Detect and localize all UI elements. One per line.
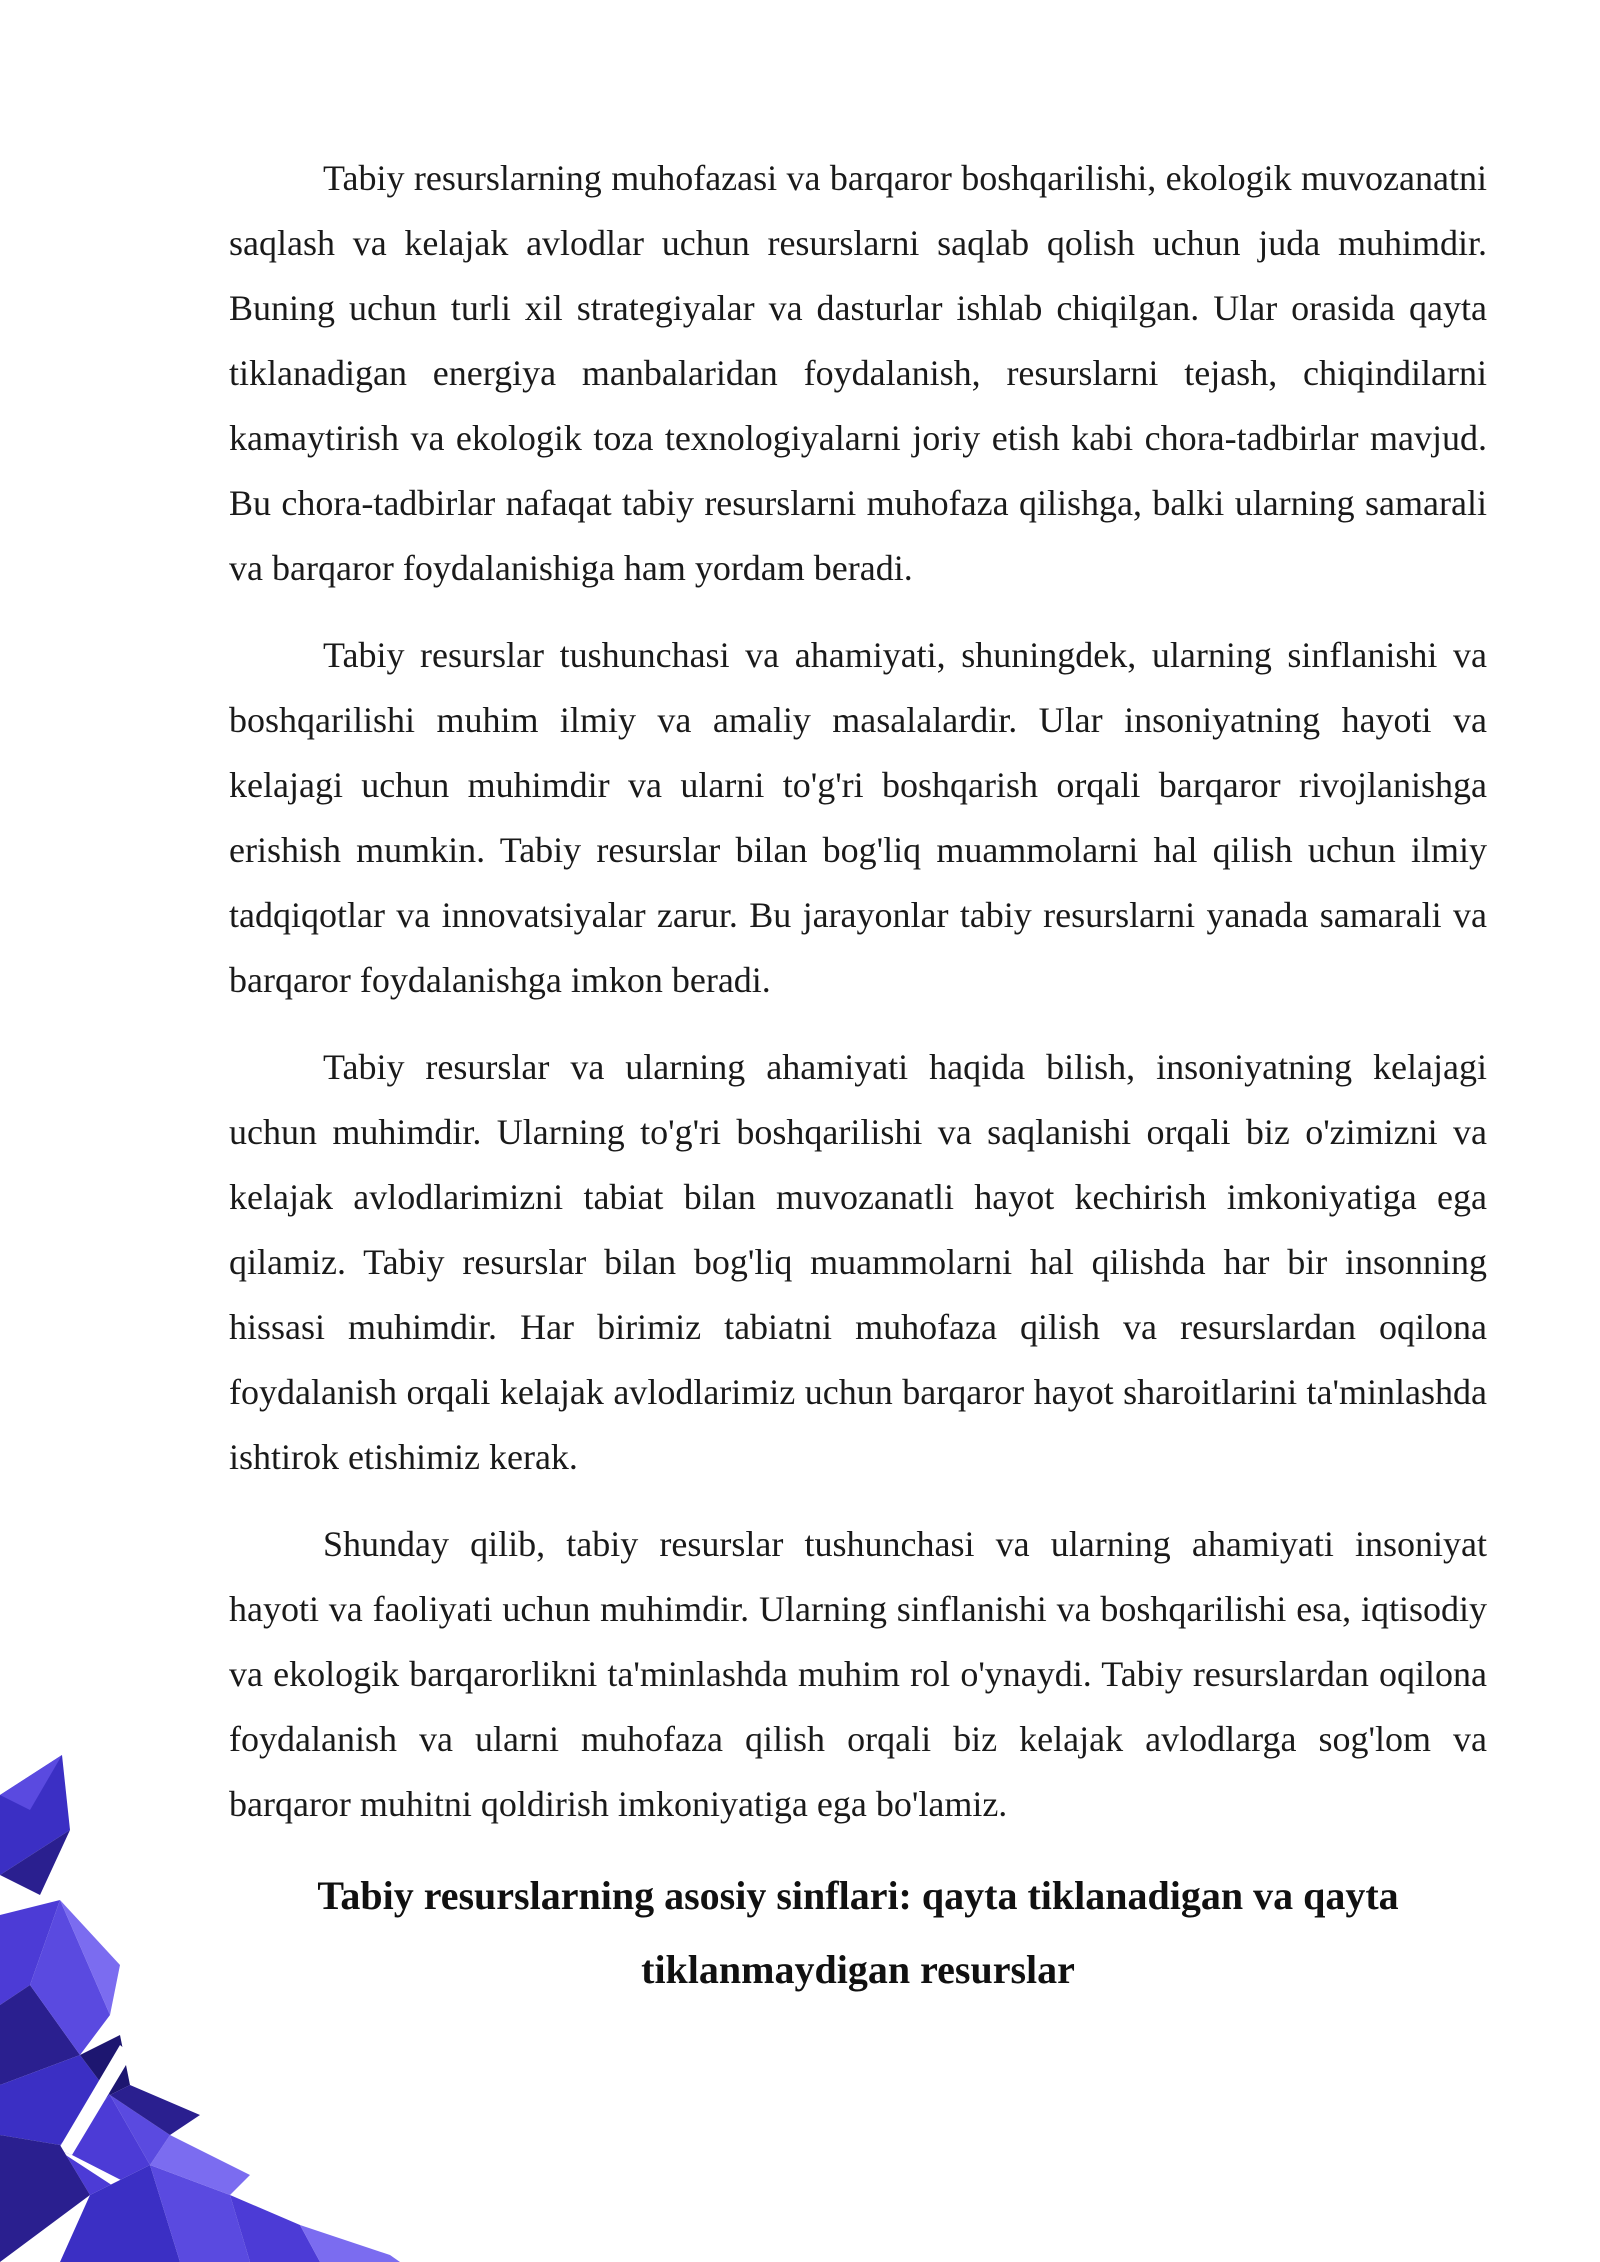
paragraph-2: Tabiy resurslar tushunchasi va ahamiyati, shuningdek, ularning sinflanishi va boshqarilishi muhim ilmiy va amaliy masalalardir. Ular insoniyatning hayoti va kelajagi uchun muhimdir va ularni to'g'ri boshqarish orqali barqaror rivojlanishga erishish mumkin. Tabiy resurslar bilan bog'liq muammolarni hal qilish uchun ilmiy tadqiqotlar va innovatsiyalar zarur. Bu jarayonlar tabiy resurslarni yanada samarali va barqaror foydalanishga imkon beradi.: [229, 635, 1487, 1000]
section-heading: Tabiy resurslarning asosiy sinflari: qayta tiklanadigan va qayta tiklanmaydigan resurslar: [317, 1873, 1399, 1992]
purple-polygon-ornament: [0, 1755, 420, 2262]
paragraph-3: Tabiy resurslar va ularning ahamiyati haqida bilish, insoniyatning kelajagi uchun muhimdir. Ularning to'g'ri boshqarilishi va saqlanishi orqali biz o'zimizni va kelajak avlodlarimizni tabiat bilan muvozanatli hayot kechirish imkoniyatiga ega qilamiz. Tabiy resurslar bilan bog'liq muammolarni hal qilishda har bir insonning hissasi muhimdir. Har birimiz tabiatni muhofaza qilish va resurslardan oqilona foydalanish orqali kelajak avlodlarimiz uchun barqaror hayot sharoitlarini ta'minlashda ishtirok etishimiz kerak.: [229, 1047, 1487, 1477]
paragraph-1: Tabiy resurslarning muhofazasi va barqaror boshqarilishi, ekologik muvozanatni saqlash va kelajak avlodlar uchun resurslarni saqlab qolish uchun juda muhimdir. Buning uchun turli xil strategiyalar va dasturlar ishlab chiqilgan. Ular orasida qayta tiklanadigan energiya manbalaridan foydalanish, resurslarni tejash, chiqindilarni kamaytirish va ekologik toza texnologiyalarni joriy etish kabi chora-tadbirlar mavjud. Bu chora-tadbirlar nafaqat tabiy resurslarni muhofaza qilishga, balki ularning samarali va barqaror foydalanishiga ham yordam beradi.: [229, 158, 1487, 588]
paragraph-4: Shunday qilib, tabiy resurslar tushunchasi va ularning ahamiyati insoniyat hayoti va faoliyati uchun muhimdir. Ularning sinflanishi va boshqarilishi esa, iqtisodiy va ekologik barqarorlikni ta'minlashda muhim rol o'ynaydi. Tabiy resurslardan oqilona foydalanish va ularni muhofaza qilish orqali biz kelajak avlodlarga sog'lom va barqaror muhitni qoldirish imkoniyatiga ega bo'lamiz.: [229, 1524, 1487, 1824]
document-body: [229, 146, 1487, 2007]
